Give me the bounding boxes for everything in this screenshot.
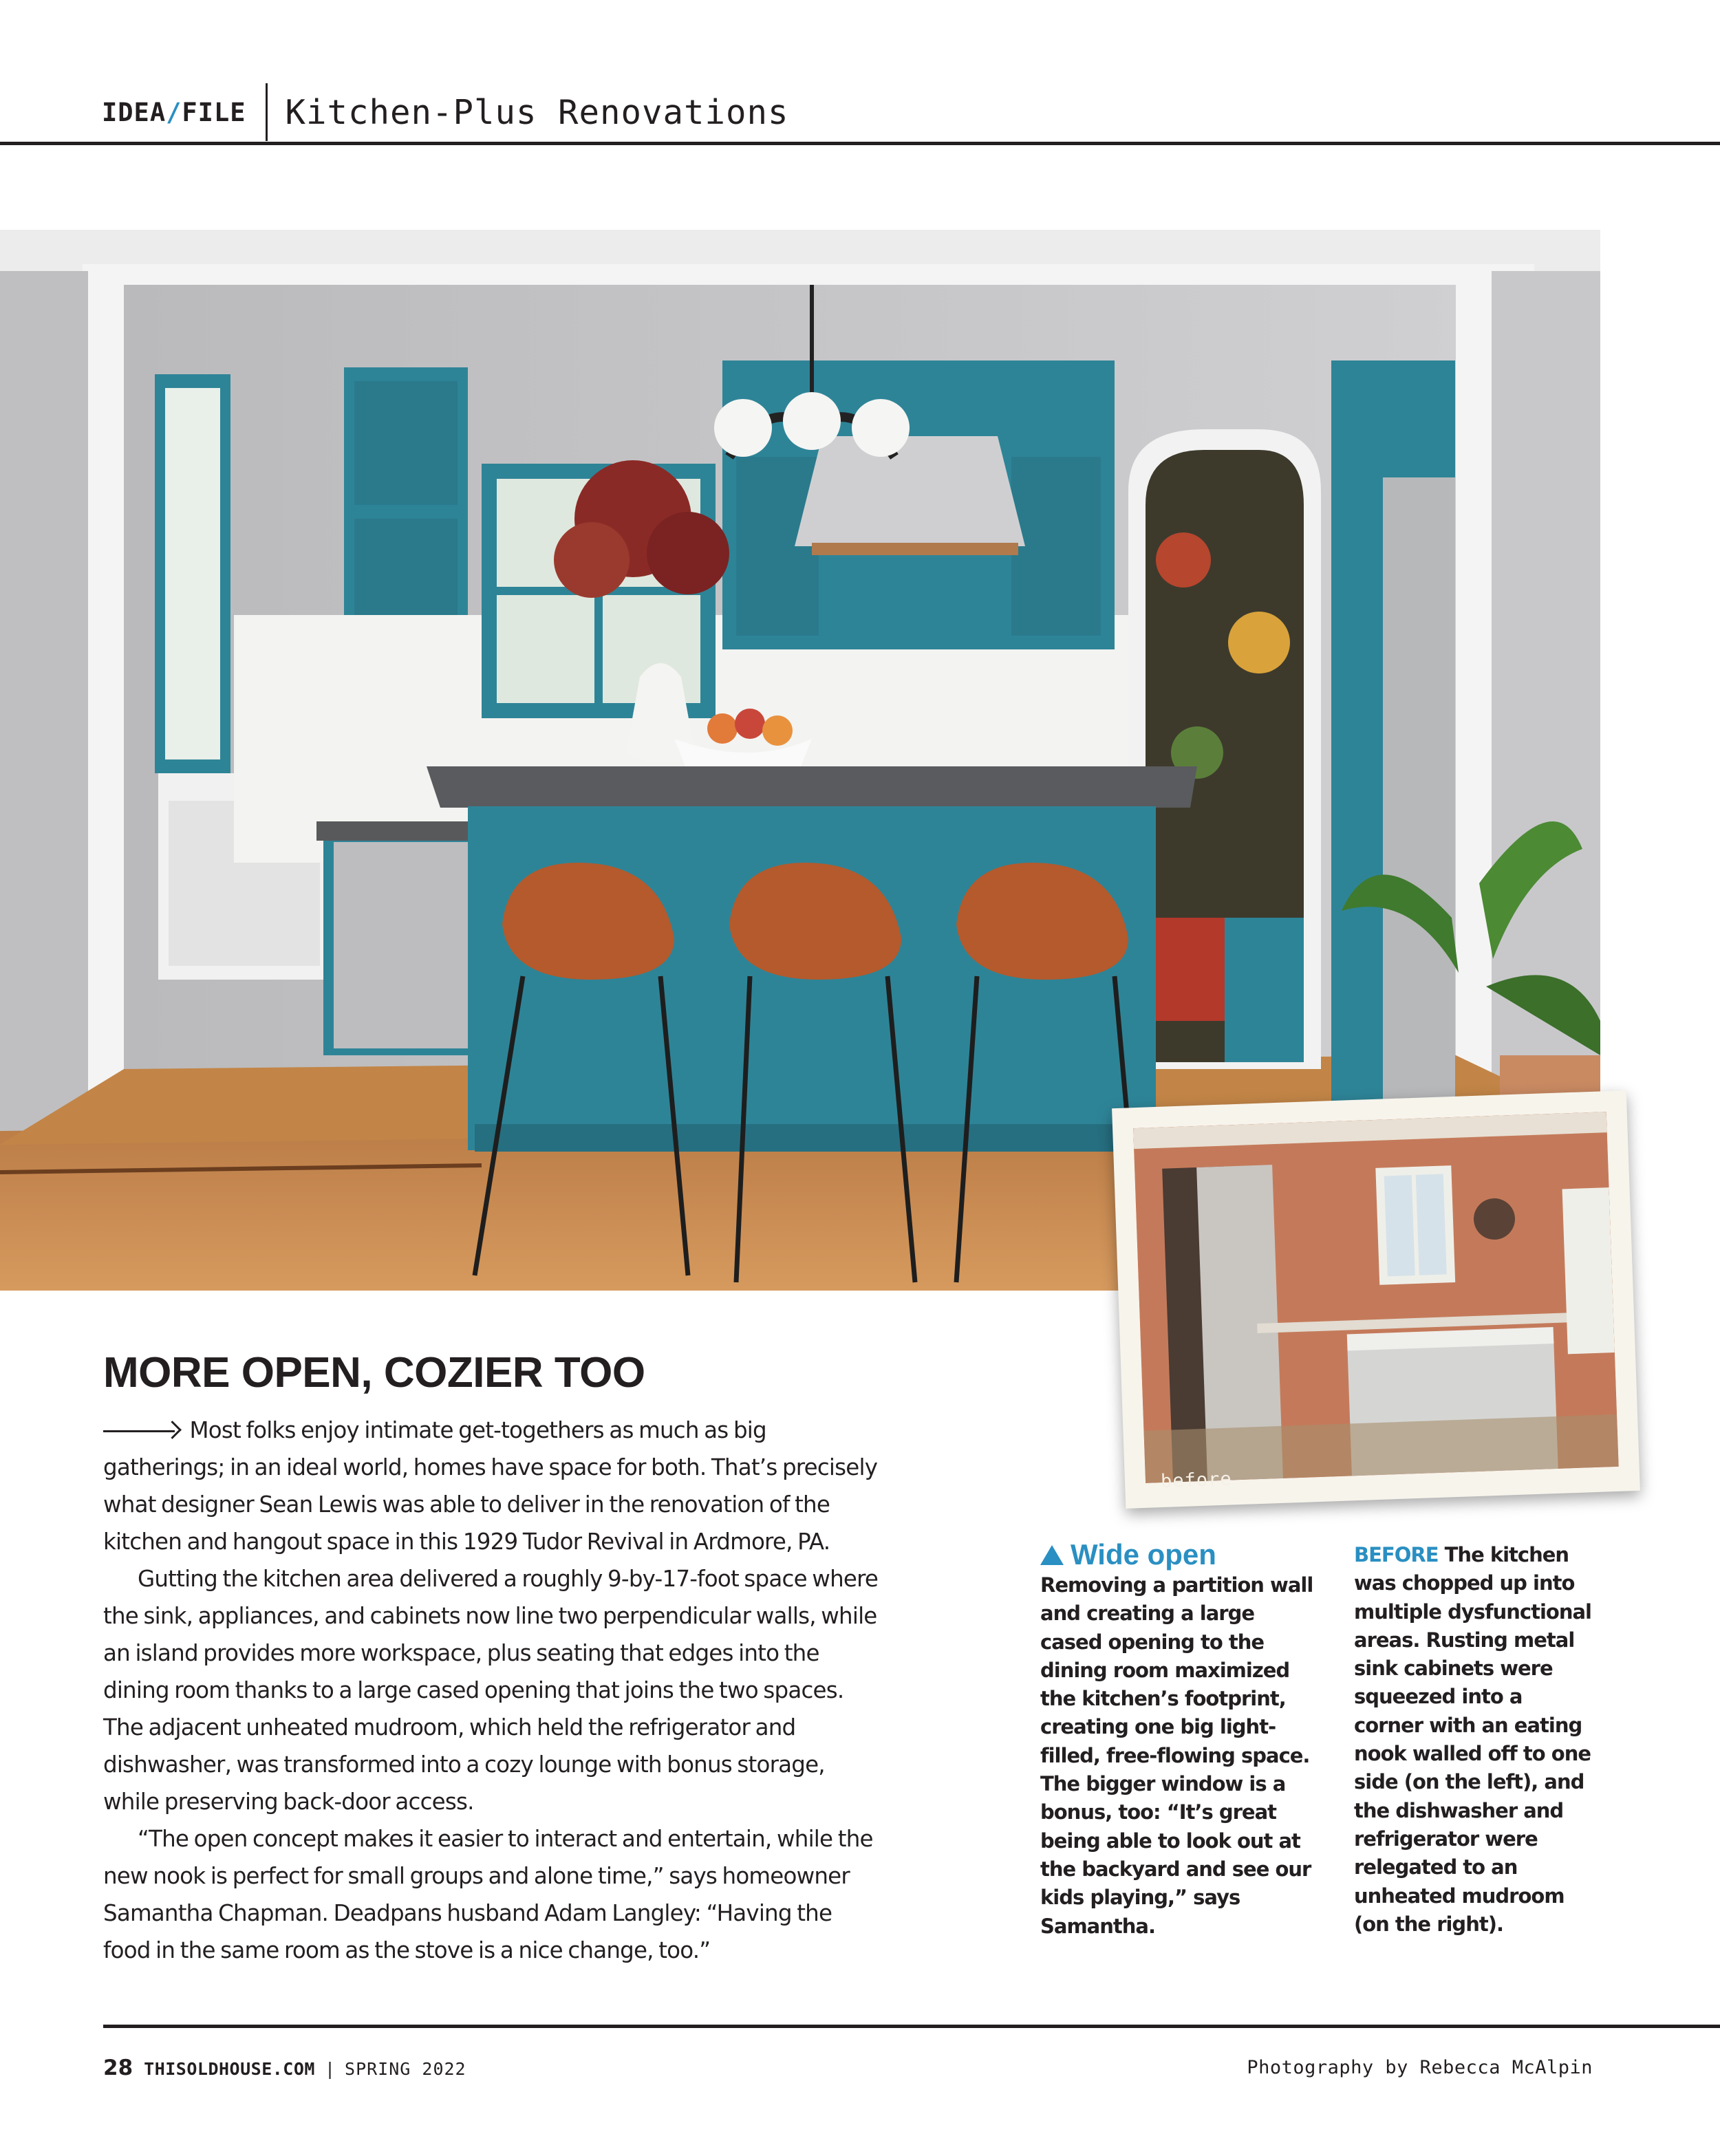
caption-text: Removing a partition wall and creating a large cased opening to the dining room maximized the kitchen’s footprint, creating one big light-filled, free-flowing space. The bigger window is a bonus, too: “It’s great being able to look out at the backyard and see our kids playing,” says Samantha. <box>1040 1573 1313 1938</box>
header-rule <box>0 142 1720 145</box>
page-number: 28 <box>103 2056 133 2080</box>
triangle-up-icon <box>1040 1545 1064 1565</box>
before-photo-caption <box>1354 1541 1595 1939</box>
before-label: before <box>1160 1468 1233 1493</box>
caption-lead: BEFORE <box>1354 1543 1439 1566</box>
footer-rule <box>103 2025 1720 2028</box>
photo-credit: Photography by Rebecca McAlpin <box>1247 2057 1593 2078</box>
page-footer <box>103 2056 466 2080</box>
page-header <box>102 81 789 143</box>
footer-separator: | <box>324 2059 336 2079</box>
main-photo-caption <box>1040 1538 1315 1941</box>
article-body <box>103 1412 884 1969</box>
before-photo-frame <box>1112 1090 1640 1509</box>
article-paragraph: Gutting the kitchen area delivered a roughly 9-by-17-foot space where the sink, appliances, and cabinets now line two perpendicular walls, while an island provides more workspace, plus seating that edges into the dining room thanks to a large cased opening that joins the two spaces. The adjacent unheated mudroom, which held the refrigerator and dishwasher, was transformed into a cozy lounge with bonus storage, while preserving back-door access. <box>103 1566 879 1815</box>
article-paragraph: Most folks enjoy intimate get-togethers as much as big gatherings; in an ideal world, homes have space for both. That’s precisely what designer Sean Lewis was able to deliver in the renovation of the kitchen and hangout space in this 1929 Tudor Revival in Ardmore, PA. <box>103 1417 878 1555</box>
footer-site: THISOLDHOUSE.COM <box>144 2059 315 2079</box>
before-photo <box>1133 1112 1619 1483</box>
section-label: IDEA/FILE <box>102 97 246 127</box>
caption-title: Wide open <box>1040 1538 1315 1571</box>
section-title: Kitchen-Plus Renovations <box>285 92 789 132</box>
header-separator <box>266 83 268 141</box>
article-paragraph: “The open concept makes it easier to interact and entertain, while the new nook is perfect for small groups and alone time,” says homeowner Samantha Chapman. Deadpans husband Adam Langley: “Having the food in the same room as the stove is a nice change, too.” <box>103 1826 873 1963</box>
article-headline: MORE OPEN, COZIER TOO <box>103 1349 645 1397</box>
footer-issue: SPRING 2022 <box>345 2059 466 2079</box>
caption-text: The kitchen was chopped up into multiple dysfunctional areas. Rusting metal sink cabinets were squeezed into a corner with an eating nook walled off to one side (on the left), and the dishwasher and refrigerator were relegated to an unheated mudroom (on the right). <box>1354 1543 1591 1936</box>
